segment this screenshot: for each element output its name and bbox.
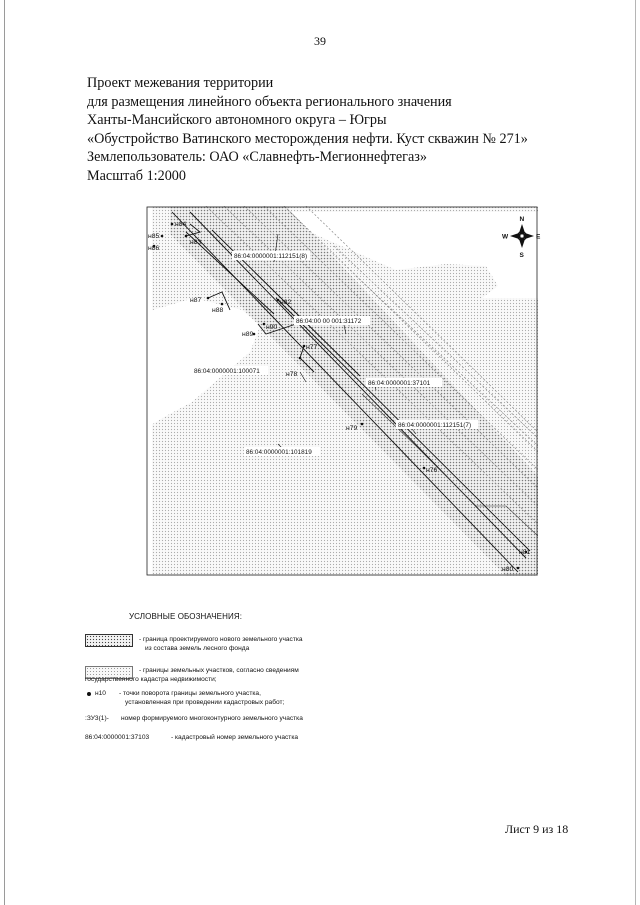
point-label: н76 <box>426 467 438 474</box>
point-label: н85 <box>148 233 160 240</box>
legend-item-multicontour: номер формируемого многоконтурного земельного участка <box>121 715 303 722</box>
legend-text: из состава земель лесного фонда <box>145 645 250 652</box>
point-label: н80 <box>502 566 514 573</box>
legend-swatch-new-parcel <box>85 634 133 647</box>
legend-item-cadastral <box>85 666 459 684</box>
cadastral-label: 86:04:00 00 001:31172 <box>296 318 362 325</box>
point-label: н84 <box>175 221 187 228</box>
compass-east: E <box>536 233 541 241</box>
legend-multicontour-prefix: :ЗУ3(1)- <box>85 715 109 722</box>
survey-map-svg <box>146 206 550 584</box>
legend-text: - точки поворота границы земельного участка, <box>119 690 261 697</box>
point-label: н89 <box>242 331 254 338</box>
point-label: н88 <box>212 307 224 314</box>
cadastral-label: 86:04:0000001:101819 <box>246 449 312 456</box>
legend-text: государственного кадастра недвижимости; <box>85 676 217 683</box>
point-label: н78 <box>286 371 298 378</box>
point-label: н83 <box>190 239 202 246</box>
legend-cadastral-prefix: 86:04:0000001:37103 <box>85 734 150 741</box>
legend-point-marker <box>87 692 91 696</box>
legend-text: - границы земельных участков, согласно сведениям <box>139 667 299 674</box>
point-label: н86 <box>148 245 160 252</box>
survey-map <box>146 206 550 584</box>
title-line: Проект межевания территории <box>87 75 274 91</box>
legend-text: - граница проектируемого нового земельного участка <box>139 636 303 643</box>
point-label: н77 <box>306 344 318 351</box>
map-scale: Масштаб 1:2000 <box>87 167 186 184</box>
page-edge-left <box>4 0 5 905</box>
point-label: н81 <box>519 549 531 556</box>
document-title <box>87 74 607 186</box>
legend-item-cadastral-number: - кадастровый номер земельного участка <box>171 734 299 741</box>
point-label: н79 <box>346 425 358 432</box>
sheet-number: Лист 9 из 18 <box>505 822 569 836</box>
compass-north: N <box>519 216 525 223</box>
legend-title: УСЛОВНЫЕ ОБОЗНАЧЕНИЯ: <box>129 612 243 621</box>
legend-text: установленная при проведении кадастровых работ; <box>125 699 285 706</box>
point-label: н87 <box>190 297 202 304</box>
cadastral-label: 86:04:0000001:37101 <box>368 380 431 387</box>
title-line: «Обустройство Ватинского месторождения нефти. Куст скважин № 271» <box>87 130 528 147</box>
compass-west: W <box>502 233 509 241</box>
legend-item-points <box>119 689 439 707</box>
cadastral-label: 86:04:0000001:100071 <box>194 368 260 375</box>
cadastral-label: 86:04:0000001:112151(7) <box>398 422 472 429</box>
cadastral-label: 86:04:0000001:112151(8) <box>234 253 308 260</box>
point-label: н82 <box>280 299 292 306</box>
page-edge-right <box>635 0 636 905</box>
title-line: Землепользователь: ОАО «Славнефть-Мегионнефтегаз» <box>87 149 427 166</box>
title-line: для размещения линейного объекта регионального значения <box>87 93 452 110</box>
compass-south: S <box>519 252 524 259</box>
legend-point-prefix: н10 <box>95 690 106 697</box>
legend-item-new-parcel <box>139 635 459 653</box>
title-line: Ханты-Мансийского автономного округа – Югры <box>87 112 387 129</box>
page-number: 39 <box>314 34 326 48</box>
point-label: н90 <box>266 324 278 331</box>
